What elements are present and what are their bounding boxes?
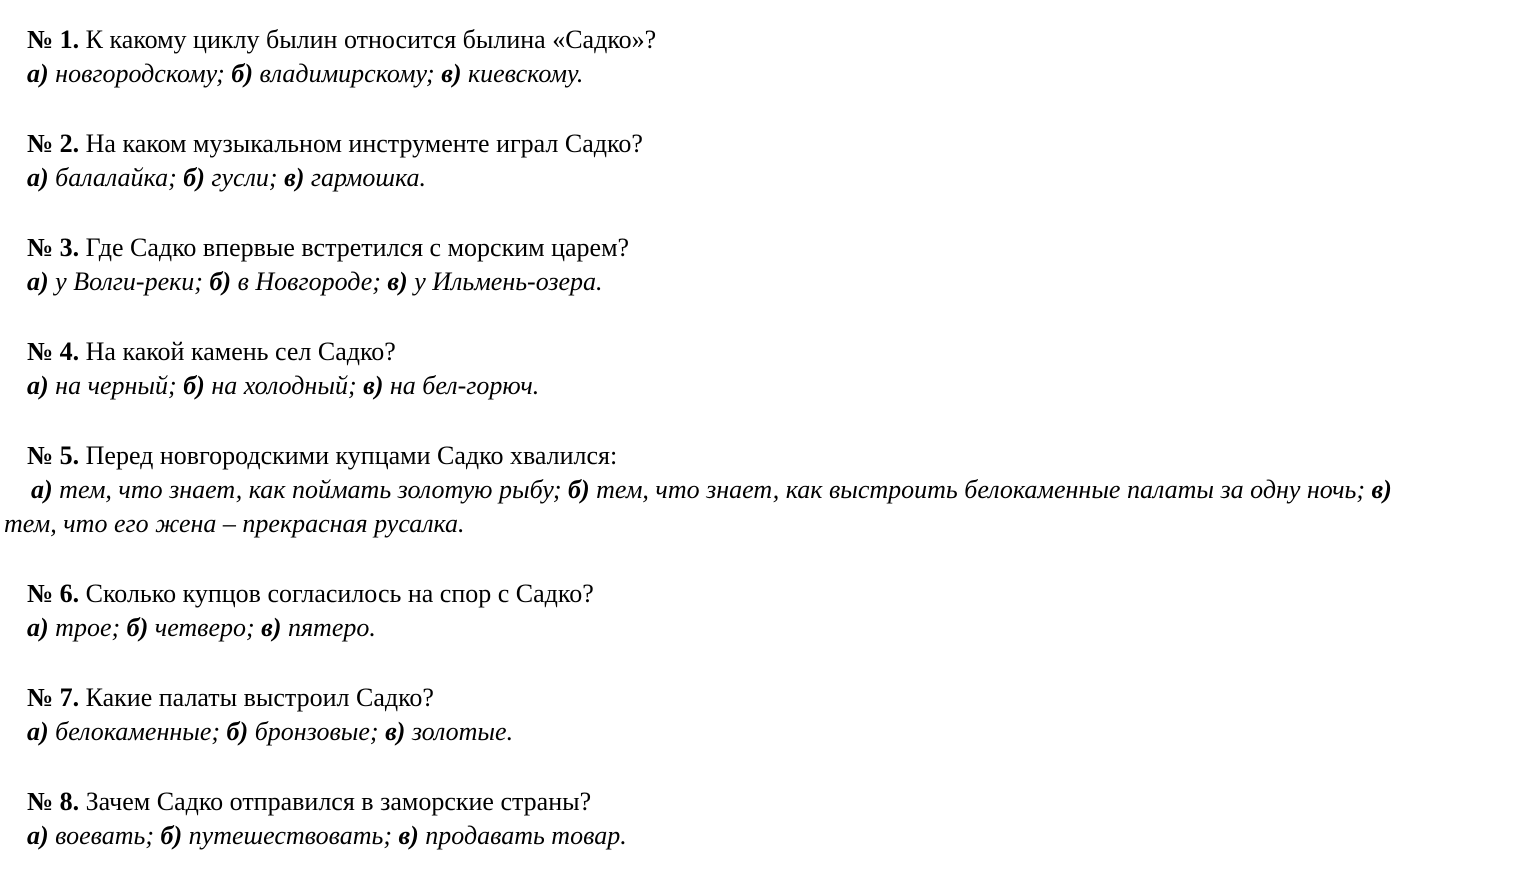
option-letter: б)	[231, 59, 253, 88]
answer-options	[0, 611, 1533, 645]
question-text: На какой камень сел Садко?	[85, 337, 396, 366]
option-letter: б)	[126, 613, 149, 642]
question-3-line	[0, 230, 1533, 265]
question-5	[0, 438, 1533, 541]
option-text: на холодный;	[211, 371, 357, 400]
question-2	[0, 126, 1533, 195]
option-text: воевать;	[55, 821, 155, 850]
option-letter: в)	[385, 717, 406, 746]
option-letter: б)	[209, 267, 232, 296]
question-8	[0, 784, 1533, 853]
option-letter: в)	[261, 613, 282, 642]
question-number: № 3.	[27, 233, 80, 262]
quiz-document	[0, 22, 1533, 888]
option-text: белокаменные;	[55, 717, 221, 746]
option-letter: б)	[183, 163, 205, 192]
question-6	[0, 576, 1533, 645]
question-5-line	[0, 438, 1533, 473]
option-text: трое;	[55, 613, 121, 642]
answer-options	[0, 473, 1444, 541]
option-text: гусли;	[211, 163, 278, 192]
option-text: владимирскому;	[259, 59, 435, 88]
answer-options	[0, 369, 1533, 403]
question-number: № 7.	[27, 683, 80, 712]
option-text: четверо;	[154, 613, 255, 642]
option-text: тем, что его жена – прекрасная русалка.	[4, 509, 465, 538]
question-6-line	[0, 576, 1533, 611]
option-text: у Волги-реки;	[55, 267, 203, 296]
question-number: № 5.	[27, 441, 80, 470]
question-number: № 1.	[27, 25, 80, 54]
question-number: № 6.	[27, 579, 80, 608]
option-letter: а)	[27, 613, 49, 642]
option-letter: а)	[27, 821, 49, 850]
option-letter: а)	[31, 475, 53, 504]
option-letter: б)	[183, 371, 205, 400]
option-letter: в)	[1371, 475, 1392, 504]
option-text: на черный;	[55, 371, 177, 400]
option-letter: а)	[27, 371, 49, 400]
option-letter: в)	[387, 267, 408, 296]
option-text: новгородскому;	[55, 59, 225, 88]
question-7	[0, 680, 1533, 749]
option-letter: б)	[226, 717, 249, 746]
question-4	[0, 334, 1533, 403]
option-text: гармошка.	[310, 163, 426, 192]
question-text: Сколько купцов согласилось на спор с Садко?	[85, 579, 594, 608]
option-text: тем, что знает, как выстроить белокаменные палаты за одну ночь;	[596, 475, 1366, 504]
question-text: Где Садко впервые встретился с морским царем?	[85, 233, 630, 262]
question-2-line	[0, 126, 1533, 161]
question-text: Зачем Садко отправился в заморские страны?	[85, 787, 592, 816]
option-text: бронзовые;	[254, 717, 379, 746]
option-text: тем, что знает, как поймать золотую рыбу;	[59, 475, 562, 504]
question-text: На каком музыкальном инструменте играл Садко?	[85, 129, 643, 158]
question-number: № 8.	[27, 787, 80, 816]
option-text: у Ильмень-озера.	[414, 267, 603, 296]
option-letter: а)	[27, 267, 49, 296]
question-1-line	[0, 22, 1533, 57]
question-7-line	[0, 680, 1533, 715]
option-text: в Новгороде;	[237, 267, 381, 296]
option-letter: в)	[363, 371, 384, 400]
answer-options	[0, 161, 1533, 195]
question-number: № 4.	[27, 337, 80, 366]
question-number: № 2.	[27, 129, 80, 158]
option-text: пятеро.	[287, 613, 376, 642]
question-text: Какие палаты выстроил Садко?	[85, 683, 434, 712]
option-letter: в)	[398, 821, 419, 850]
question-8-line	[0, 784, 1533, 819]
answer-options	[0, 57, 1533, 91]
question-text: К какому циклу былин относится былина «Садко»?	[85, 25, 657, 54]
option-text: продавать товар.	[425, 821, 627, 850]
option-letter: а)	[27, 59, 49, 88]
option-text: балалайка;	[55, 163, 177, 192]
option-letter: б)	[568, 475, 590, 504]
option-text: на бел-горюч.	[389, 371, 540, 400]
option-letter: а)	[27, 717, 49, 746]
question-3	[0, 230, 1533, 299]
option-text: путешествовать;	[188, 821, 392, 850]
answer-options	[0, 819, 1533, 853]
answer-options	[0, 265, 1533, 299]
question-1	[0, 22, 1533, 91]
option-text: золотые.	[411, 717, 514, 746]
question-text: Перед новгородскими купцами Садко хвалился:	[85, 441, 618, 470]
question-4-line	[0, 334, 1533, 369]
answer-options	[0, 715, 1533, 749]
option-letter: б)	[160, 821, 183, 850]
option-letter: в)	[284, 163, 305, 192]
option-letter: в)	[441, 59, 462, 88]
option-text: киевскому.	[467, 59, 584, 88]
option-letter: а)	[27, 163, 49, 192]
